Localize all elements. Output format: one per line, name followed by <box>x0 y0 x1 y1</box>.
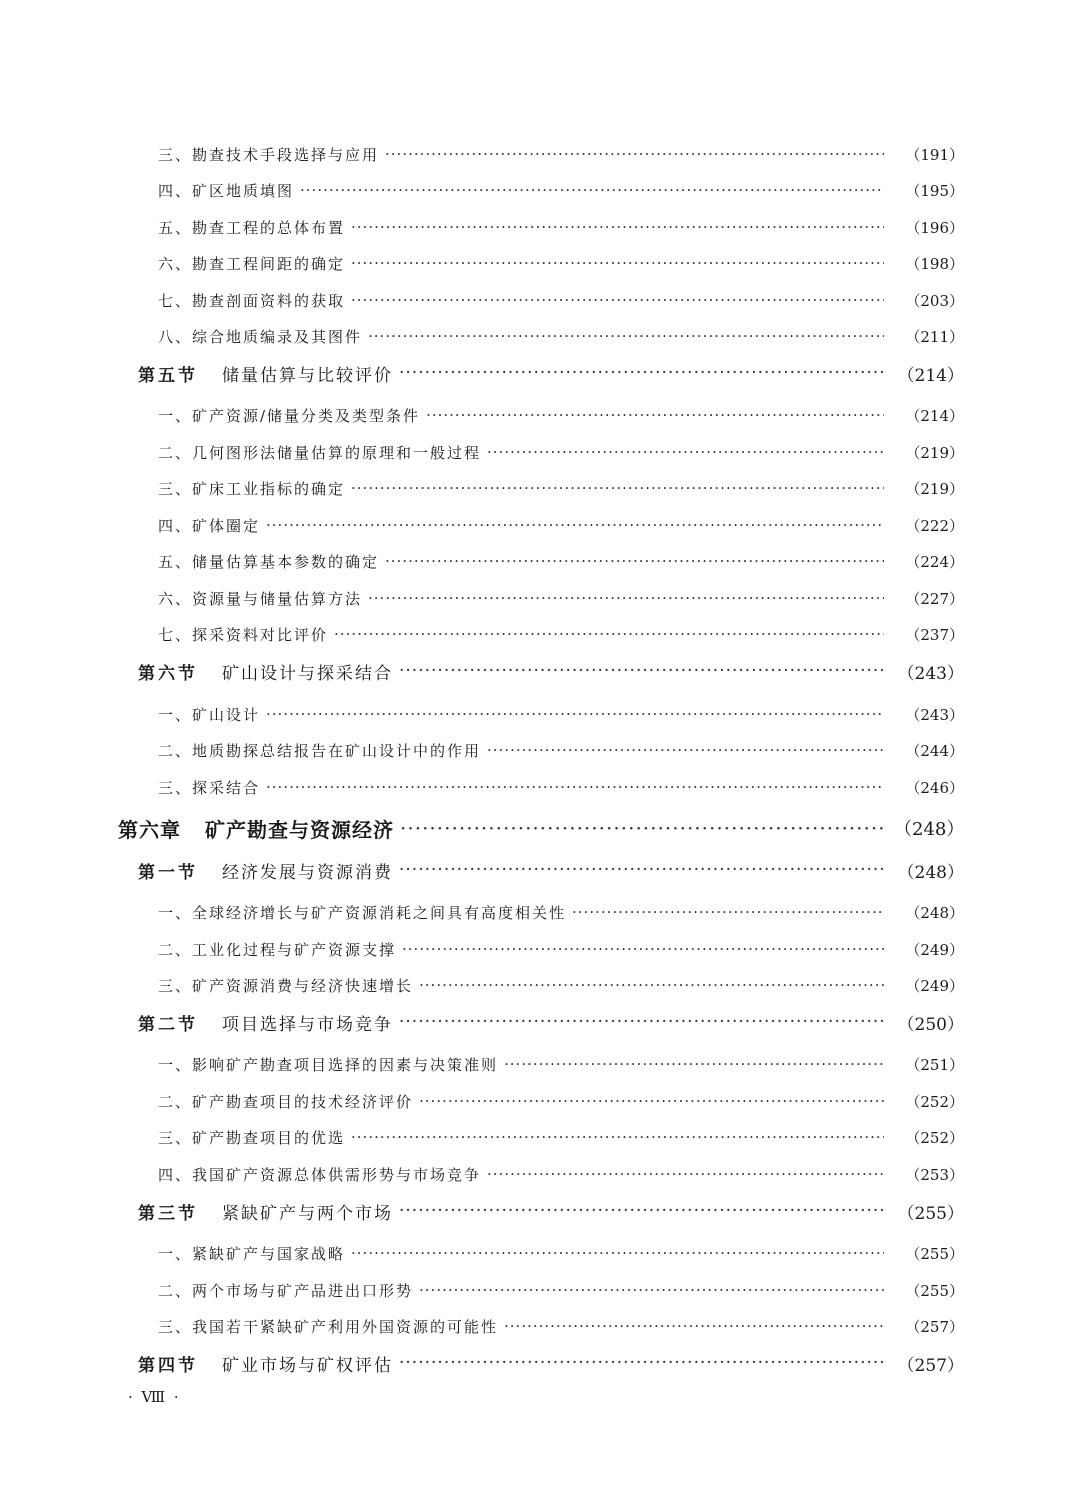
dot-leader <box>351 479 884 497</box>
toc-entry-title: 六、勘查工程间距的确定 <box>158 254 346 273</box>
toc-entry <box>0 735 1080 765</box>
toc-entry <box>0 699 1080 729</box>
toc-section-title <box>138 1199 393 1224</box>
toc-entry <box>0 175 1080 205</box>
toc-entry-page: （222） <box>905 516 964 535</box>
toc-section-page: （257） <box>897 1355 964 1376</box>
dot-leader <box>300 181 884 199</box>
toc-entry-title: 四、矿体圈定 <box>158 516 261 535</box>
toc-entry-title: 二、矿产勘查项目的技术经济评价 <box>158 1092 414 1111</box>
toc-section-page: （250） <box>897 1014 964 1035</box>
toc-entry <box>0 1311 1080 1341</box>
toc-section <box>0 357 1080 389</box>
toc-entry-page: （219） <box>905 443 964 462</box>
toc-entry-title: 八、综合地质编录及其图件 <box>158 327 363 346</box>
dot-leader <box>399 860 884 880</box>
dot-leader <box>399 1353 884 1373</box>
toc-entry <box>0 934 1080 964</box>
dot-leader <box>385 145 884 163</box>
toc-entry-page: （211） <box>905 327 964 346</box>
toc-entry-title: 五、勘查工程的总体布置 <box>158 218 346 237</box>
toc-entry <box>0 400 1080 430</box>
toc-entry-page: （219） <box>905 479 964 498</box>
toc-entry-page: （251） <box>905 1055 964 1074</box>
toc-section <box>0 1347 1080 1379</box>
toc-entry <box>0 619 1080 649</box>
toc-entry-page: （252） <box>905 1092 964 1111</box>
dot-leader <box>572 903 884 921</box>
section-number: 第四节 <box>138 1355 198 1376</box>
toc-entry-title: 三、探采结合 <box>158 778 261 797</box>
toc-entry <box>0 473 1080 503</box>
toc-entry-title: 六、资源量与储量估算方法 <box>158 589 363 608</box>
dot-leader <box>368 589 884 607</box>
toc-chapter-title <box>118 814 394 843</box>
toc-entry-title: 四、我国矿产资源总体供需形势与市场竞争 <box>158 1165 482 1184</box>
toc-entry-page: （244） <box>905 741 964 760</box>
toc-section-page: （255） <box>897 1203 964 1224</box>
dot-leader <box>351 1244 884 1262</box>
toc-entry-page: （191） <box>905 145 964 164</box>
toc-entry-page: （257） <box>905 1317 964 1336</box>
dot-leader <box>487 1165 884 1183</box>
section-name: 紧缺矿产与两个市场 <box>222 1203 393 1224</box>
toc-entry <box>0 546 1080 576</box>
dot-leader <box>399 363 884 383</box>
toc-entry-title: 七、探采资料对比评价 <box>158 625 329 644</box>
toc-entry-page: （227） <box>905 589 964 608</box>
section-number: 第五节 <box>138 365 198 386</box>
toc-entry-page: （214） <box>905 406 964 425</box>
section-name: 项目选择与市场竞争 <box>222 1014 393 1035</box>
dot-leader <box>351 291 884 309</box>
dot-leader <box>419 1281 884 1299</box>
toc-entry <box>0 285 1080 315</box>
toc-entry <box>0 1275 1080 1305</box>
toc-entry-title: 一、矿山设计 <box>158 705 261 724</box>
dot-leader <box>487 741 884 759</box>
toc-section <box>0 655 1080 687</box>
toc-section-page: （214） <box>897 365 964 386</box>
toc-entry <box>0 1122 1080 1152</box>
toc-section-title <box>138 659 393 684</box>
toc-entry-title: 三、我国若干紧缺矿产利用外国资源的可能性 <box>158 1317 499 1336</box>
dot-leader <box>402 940 884 958</box>
toc-entry-page: （252） <box>905 1128 964 1147</box>
toc-entry-title: 一、矿产资源/储量分类及类型条件 <box>158 406 421 425</box>
toc-entry <box>0 212 1080 242</box>
toc-section-title <box>138 1351 393 1376</box>
toc-entry <box>0 970 1080 1000</box>
toc-entry-page: （249） <box>905 976 964 995</box>
dot-leader <box>351 1128 884 1146</box>
toc-entry <box>0 1086 1080 1116</box>
section-number: 第六节 <box>138 663 198 684</box>
dot-leader <box>399 1012 884 1032</box>
dot-leader <box>399 1201 884 1221</box>
chapter-number: 第六章 <box>118 817 181 842</box>
toc-section-page: （243） <box>897 663 964 684</box>
toc-entry <box>0 1049 1080 1079</box>
dot-leader <box>487 443 884 461</box>
toc-entry-title: 一、影响矿产勘查项目选择的因素与决策准则 <box>158 1055 499 1074</box>
toc-entry-page: （224） <box>905 552 964 571</box>
toc-entry <box>0 583 1080 613</box>
page-folio: · Ⅷ · <box>128 1388 181 1406</box>
toc-entry-page: （195） <box>905 181 964 200</box>
section-number: 第一节 <box>138 862 198 883</box>
section-number: 第二节 <box>138 1014 198 1035</box>
dot-leader <box>504 1317 884 1335</box>
toc-section <box>0 1006 1080 1038</box>
toc-entry-page: （249） <box>905 940 964 959</box>
toc-entry-title: 三、矿产资源消费与经济快速增长 <box>158 976 414 995</box>
dot-leader <box>426 406 884 424</box>
dot-leader <box>334 625 884 643</box>
chapter-name: 矿产勘查与资源经济 <box>205 817 394 842</box>
dot-leader <box>266 778 884 796</box>
dot-leader <box>385 552 884 570</box>
dot-leader <box>368 327 884 345</box>
section-name: 经济发展与资源消费 <box>222 862 393 883</box>
section-name: 矿山设计与探采结合 <box>222 663 393 684</box>
toc-section-title <box>138 361 393 386</box>
toc-entry-page: （255） <box>905 1281 964 1300</box>
dot-leader <box>266 516 884 534</box>
dot-leader <box>419 976 884 994</box>
dot-leader <box>351 218 884 236</box>
toc-entry-title: 二、两个市场与矿产品进出口形势 <box>158 1281 414 1300</box>
toc-entry-page: （198） <box>905 254 964 273</box>
toc-entry-page: （203） <box>905 291 964 310</box>
section-name: 矿业市场与矿权评估 <box>222 1355 393 1376</box>
toc-entry-title: 二、几何图形法储量估算的原理和一般过程 <box>158 443 482 462</box>
toc-entry-page: （253） <box>905 1165 964 1184</box>
section-name: 储量估算与比较评价 <box>222 365 393 386</box>
toc-entry <box>0 897 1080 927</box>
toc-entry-page: （243） <box>905 705 964 724</box>
toc-entry <box>0 772 1080 802</box>
dot-leader <box>400 816 884 840</box>
dot-leader <box>351 254 884 272</box>
dot-leader <box>266 705 884 723</box>
toc-entry-title: 三、勘查技术手段选择与应用 <box>158 145 380 164</box>
toc-entry-title: 三、矿产勘查项目的优选 <box>158 1128 346 1147</box>
dot-leader <box>504 1055 884 1073</box>
toc-entry <box>0 1238 1080 1268</box>
toc-entry-title: 一、紧缺矿产与国家战略 <box>158 1244 346 1263</box>
toc-entry-page: （246） <box>905 778 964 797</box>
dot-leader <box>419 1092 884 1110</box>
section-number: 第三节 <box>138 1203 198 1224</box>
toc-entry-page: （255） <box>905 1244 964 1263</box>
toc-entry-page: （237） <box>905 625 964 644</box>
dot-leader <box>399 661 884 681</box>
toc-section-title <box>138 858 393 883</box>
toc-entry-title: 二、地质勘探总结报告在矿山设计中的作用 <box>158 741 482 760</box>
toc-entry <box>0 437 1080 467</box>
toc-entry <box>0 510 1080 540</box>
toc-entry <box>0 248 1080 278</box>
toc-chapter-page: （248） <box>894 819 965 840</box>
toc-section <box>0 1195 1080 1227</box>
toc-entry-title: 四、矿区地质填图 <box>158 181 295 200</box>
toc-entry-title: 三、矿床工业指标的确定 <box>158 479 346 498</box>
toc-section <box>0 854 1080 886</box>
toc-section-page: （248） <box>897 862 964 883</box>
toc-entry-title: 七、勘查剖面资料的获取 <box>158 291 346 310</box>
toc-entry-title: 二、工业化过程与矿产资源支撑 <box>158 940 397 959</box>
toc-entry <box>0 1159 1080 1189</box>
toc-chapter <box>0 811 1080 845</box>
toc-entry <box>0 139 1080 169</box>
toc-entry <box>0 321 1080 351</box>
toc-entry-title: 一、全球经济增长与矿产资源消耗之间具有高度相关性 <box>158 903 567 922</box>
toc-entry-title: 五、储量估算基本参数的确定 <box>158 552 380 571</box>
toc-entry-page: （248） <box>905 903 964 922</box>
toc-section-title <box>138 1010 393 1035</box>
toc-entry-page: （196） <box>905 218 964 237</box>
